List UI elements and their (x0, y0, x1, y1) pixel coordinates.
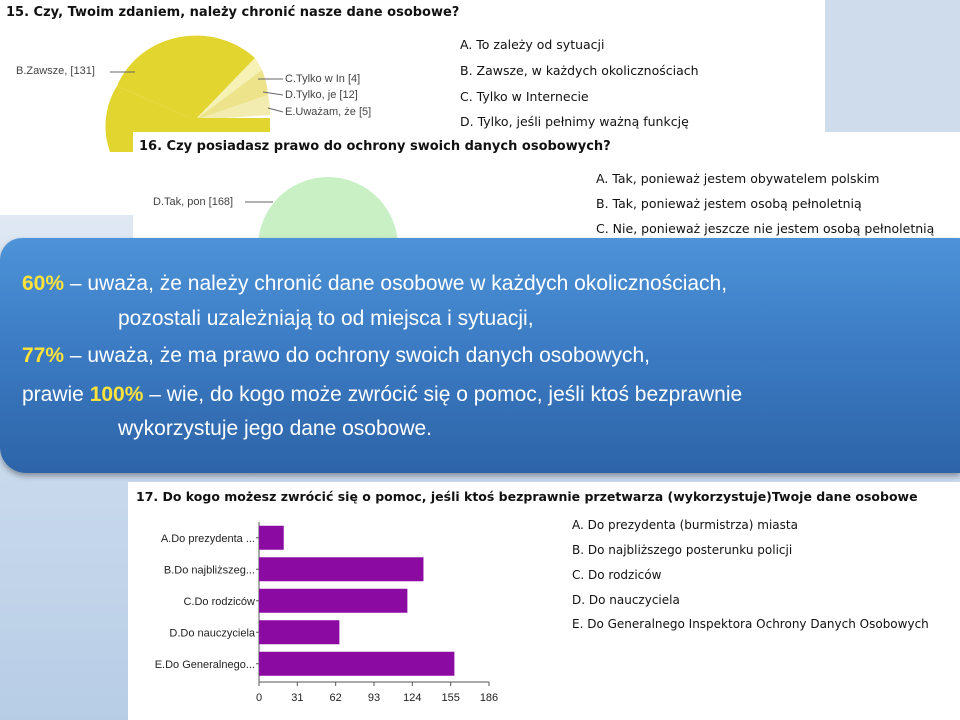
summary-pct-77: 77% (22, 344, 65, 367)
q15-legend-c: C. Tylko w Internecie (460, 89, 589, 104)
summary-text-3: – wie, do kogo może zwrócić się o pomoc, jeśli ktoś bezprawnie (143, 383, 743, 406)
q16-label-d: D.Tak, pon [168] (153, 196, 234, 208)
summary-line-1 (22, 272, 727, 296)
q17-bar-2 (259, 589, 407, 613)
q15-legend-a: A. To zależy od sytuacji (460, 37, 605, 52)
q17-legend-c: C. Do rodziców (572, 568, 662, 582)
q17-x-tick-label: 31 (291, 692, 304, 704)
q17-category-label: B.Do najbliższeg... (163, 564, 255, 577)
q17-title: 17. Do kogo możesz zwrócić się o pomoc, jeśli ktoś bezprawnie przetwarza (wykorzystuje)Twoje dane osobowe (136, 489, 918, 504)
q17-legend-a: A. Do prezydenta (burmistrza) miasta (572, 518, 798, 532)
q17-panel (128, 482, 960, 720)
q17-bar-chart (128, 482, 568, 720)
summary-banner (0, 238, 960, 473)
q17-category-label: E.Do Generalnego... (154, 658, 255, 671)
summary-line-2 (22, 344, 650, 368)
q17-x-tick-label: 124 (403, 692, 422, 704)
q17-legend-d: D. Do nauczyciela (572, 593, 680, 607)
q17-x-tick-label: 186 (479, 692, 499, 704)
q17-x-tick-label: 93 (367, 692, 381, 704)
q16-legend-a: A. Tak, ponieważ jestem obywatelem polskim (596, 171, 880, 186)
q17-bar-3 (259, 620, 339, 644)
q16-title: 16. Czy posiadasz prawo do ochrony swoich danych osobowych? (139, 139, 611, 154)
q17-category-label: D.Do nauczyciela (169, 627, 255, 640)
summary-prefix-3: prawie (22, 383, 90, 406)
q17-x-tick-label: 62 (329, 692, 342, 704)
q15-legend-d: D. Tylko, jeśli pełnimy ważną funkcję (460, 114, 689, 129)
q17-legend-b: B. Do najbliższego posterunku policji (572, 543, 793, 557)
q15-label-b: B.Zawsze, [131] (16, 65, 95, 77)
q16-slice-d (258, 177, 398, 240)
summary-pct-100: 100% (89, 383, 144, 406)
summary-line-3 (22, 383, 742, 407)
summary-line-1b: pozostali uzależniają to od miejsca i sytuacji, (118, 307, 534, 330)
q15-label-d: D.Tylko, je [12] (285, 89, 358, 101)
q16-legend-b: B. Tak, ponieważ jestem osobą pełnoletnią (596, 196, 862, 211)
q16-legend-c: C. Nie, ponieważ jeszcze nie jestem osobą pełnoletnią (596, 221, 935, 236)
q17-category-label: A.Do prezydenta ... (160, 532, 255, 545)
q15-label-e: E.Uważam, że [5] (285, 106, 372, 118)
q17-category-label: C.Do rodziców (183, 595, 255, 608)
summary-text-1: – uważa, że należy chronić dane osobowe w każdych okolicznościach, (64, 272, 728, 295)
q17-x-tick-label: 155 (441, 692, 460, 704)
q17-x-tick-label: 0 (255, 692, 263, 704)
q17-bar-1 (259, 557, 423, 581)
q17-legend-e: E. Do Generalnego Inspektora Ochrony Danych Osobowych (572, 617, 929, 631)
q15-panel (0, 0, 825, 152)
summary-line-3b: wykorzystuje jego dane osobowe. (118, 417, 433, 440)
q16-pie-chart (133, 132, 433, 240)
q17-bar-0 (259, 526, 284, 550)
q17-bar-4 (259, 652, 454, 676)
q16-panel (133, 132, 960, 240)
summary-pct-60: 60% (22, 272, 65, 295)
q15-title: 15. Czy, Twoim zdaniem, należy chronić nasze dane osobowe? (6, 5, 460, 20)
q15-legend-b: B. Zawsze, w każdych okolicznościach (460, 63, 699, 78)
q15-label-c: C.Tylko w In [4] (285, 73, 361, 85)
summary-text-2: – uważa, że ma prawo do ochrony swoich danych osobowych, (64, 344, 651, 367)
